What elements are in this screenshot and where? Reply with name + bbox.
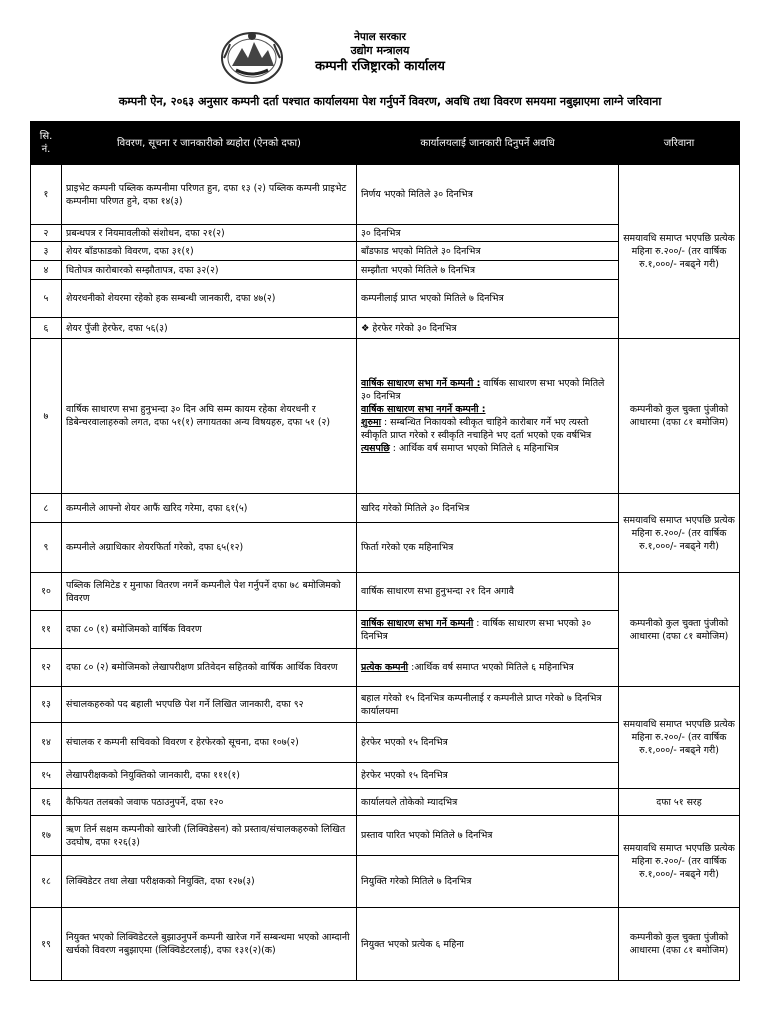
period-text: वार्षिक साधारण सभा भएको मितिले ३० दिनभित्र (361, 378, 605, 402)
row-sn: ११ (31, 611, 62, 649)
period-heading: त्यसपछि (361, 443, 390, 454)
header-fine: जरिवाना (619, 122, 740, 165)
row-sn: १८ (31, 856, 62, 908)
office-name: कम्पनी रजिष्ट्रारको कार्यालय (315, 59, 445, 74)
row-description: कम्पनीले अग्राधिकार शेयरफिर्ता गरेको, दफा ६५(१२) (62, 523, 357, 573)
row-description: शेयरधनीको शेयरमा रहेको हक सम्बन्धी जानकारी, दफा ४७(२) (62, 280, 357, 318)
period-text: :आर्थिक वर्ष समाप्त भएको मितिले ६ महिनाभित्र (408, 662, 574, 673)
row-period (357, 611, 619, 649)
row-description: ऋण तिर्न सक्षम कम्पनीको खारेजी (लिक्विडेसन) को प्रस्ताव/संचालकहरुको लिखित उदघोष, दफा १२६(३) (62, 816, 357, 856)
row-description: नियुक्त भएको लिक्विडेटरले बुझाउनुपर्ने कम्पनी खारेज गर्ने सम्बन्धमा भएको आम्दानी खर्चको विवरण नबुझाएमा (लिक्विडेटरलाई), दफा १३१(२)(क) (62, 908, 357, 981)
table-row (31, 165, 740, 225)
period-text: : आर्थिक वर्ष समाप्त भएको मितिले ६ महिनाभित्र (389, 443, 559, 454)
row-sn: ६ (31, 318, 62, 339)
row-period: ❖ हेरफेर गरेको ३० दिनभित्र (357, 318, 619, 339)
row-fine: समयावधि समाप्त भएपछि प्रत्येक महिना रु.२००/- (तर वार्षिक रु.१,०००/- नबढ्ने गरी) (619, 165, 740, 339)
period-text: : वार्षिक साधारण सभा भएको ३० दिनभित्र (361, 617, 592, 642)
row-sn: १५ (31, 763, 62, 789)
row-period: हेरफेर भएको १५ दिनभित्र (357, 723, 619, 763)
row-description: प्रबन्धपत्र र नियमावलीको संशोधन, दफा २१(२) (62, 225, 357, 242)
row-period: हेरफेर भएको १५ दिनभित्र (357, 763, 619, 789)
row-period: खरिद गरेको मितिले ३० दिनभित्र (357, 494, 619, 523)
row-sn: १४ (31, 723, 62, 763)
row-fine: कम्पनीको कुल चुक्ता पुंजीको आधारमा (दफा ८१ बमोजिम) (619, 908, 740, 981)
table-row (31, 494, 740, 523)
row-period (357, 339, 619, 494)
row-period: वार्षिक साधारण सभा हुनुभन्दा २१ दिन अगावै (357, 573, 619, 611)
header-period: कार्यालयलाई जानकारी दिनुपर्ने अवधि (357, 122, 619, 165)
row-period: प्रस्ताव पारित भएको मितिले ७ दिनभित्र (357, 816, 619, 856)
row-period: कार्यालयले तोकेको म्यादभित्र (357, 789, 619, 816)
govt-name: नेपाल सरकार (354, 31, 406, 43)
ministry-name: उद्योग मन्त्रालय (350, 44, 410, 57)
row-period: ३० दिनभित्र (357, 225, 619, 242)
row-sn: ३ (31, 242, 62, 261)
row-description: कैफियत तलबको जवाफ पठाउनुपर्ने, दफा १२० (62, 789, 357, 816)
row-description: लेखापरीक्षकको नियुक्तिको जानकारी, दफा १११(१) (62, 763, 357, 789)
row-period: बाँडफाड भएको मितिले ३० दिनभित्र (357, 242, 619, 261)
header-description: विवरण, सूचना र जानकारीको ब्यहोरा (ऐनको दफा) (62, 122, 357, 165)
row-fine: दफा ५१ सरह (619, 789, 740, 816)
row-description: दफा ८० (२) बमोजिमको लेखापरीक्षण प्रतिवेदन सहितको वार्षिक आर्थिक विवरण (62, 649, 357, 687)
row-sn: १२ (31, 649, 62, 687)
table-row (31, 908, 740, 981)
period-text: : सम्बन्धित निकायको स्वीकृत चाहिने कारोबार गर्ने भए त्यस्तो स्वीकृति प्राप्त गरेको र स्वीकृति नचाहिने भए दर्ता भएको एक वर्षभित्र (361, 417, 592, 441)
row-fine: समयावधि समाप्त भएपछि प्रत्येक महिना रु.२००/- (तर वार्षिक रु.१,०००/- नबढ्ने गरी) (619, 687, 740, 789)
row-sn: ९ (31, 523, 62, 573)
penalty-table (30, 121, 740, 981)
header-sn: सि. नं. (31, 122, 62, 165)
row-sn: ८ (31, 494, 62, 523)
row-description: प्राइभेट कम्पनी पब्लिक कम्पनीमा परिणत हुन, दफा १३ (२) पब्लिक कम्पनी प्राइभेट कम्पनीमा परिणत हुने, दफा १४(३) (62, 165, 357, 225)
row-description: शेयर पुँजी हेरफेर, दफा ५६(३) (62, 318, 357, 339)
row-description: संचालकहरुको पद बहाली भएपछि पेश गर्ने लिखित जानकारी, दफा ९२ (62, 687, 357, 723)
row-sn: १० (31, 573, 62, 611)
row-sn: ५ (31, 280, 62, 318)
row-description: पब्लिक लिमिटेड र मुनाफा वितरण नगर्ने कम्पनीले पेश गर्नुपर्ने दफा ७८ बमोजिमको विवरण (62, 573, 357, 611)
row-period: निर्णय भएको मितिले ३० दिनभित्र (357, 165, 619, 225)
table-row (31, 339, 740, 494)
row-description: दफा ८० (१) बमोजिमको वार्षिक विवरण (62, 611, 357, 649)
row-period: नियुक्ति गरेको मितिले ७ दिनभित्र (357, 856, 619, 908)
row-sn: ४ (31, 261, 62, 280)
row-sn: १९ (31, 908, 62, 981)
row-description: संचालक र कम्पनी सचिवको विवरण र हेरफेरको सूचना, दफा १०७(२) (62, 723, 357, 763)
row-description: लिक्विडेटर तथा लेखा परीक्षकको नियुक्ति, दफा १२७(३) (62, 856, 357, 908)
document-title: कम्पनी ऐन, २०६३ अनुसार कम्पनी दर्ता पश्चात कार्यालयमा पेश गर्नुपर्ने विवरण, अवधि तथा विवरण समयमा नबुझाएमा लाग्ने जरिवाना (118, 95, 662, 108)
period-heading: प्रत्येक कम्पनी (361, 662, 409, 673)
row-description: धितोपत्र कारोबारको सम्झौतापत्र, दफा ३२(२) (62, 261, 357, 280)
table-row (31, 789, 740, 816)
row-period: कम्पनीलाई प्राप्त भएको मितिले ७ दिनभित्र (357, 280, 619, 318)
row-fine: कम्पनीको कुल चुक्ता पुंजीको आधारमा (दफा ८१ बमोजिम) (619, 339, 740, 494)
row-sn: १ (31, 165, 62, 225)
period-heading: वार्षिक साधारण सभा गर्ने कम्पनी (361, 617, 474, 629)
period-heading: वार्षिक साधारण सभा गर्ने कम्पनी : (361, 378, 481, 389)
table-row (31, 687, 740, 723)
nepal-emblem-icon (220, 28, 284, 84)
row-sn: १६ (31, 789, 62, 816)
row-period: सम्झौता भएको मितिले ७ दिनभित्र (357, 261, 619, 280)
row-sn: ७ (31, 339, 62, 494)
period-heading: वार्षिक साधारण सभा नगर्ने कम्पनी : (361, 404, 486, 415)
table-row (31, 816, 740, 856)
period-heading: शुरुमा (361, 417, 382, 428)
row-period: नियुक्त भएको प्रत्येक ६ महिना (357, 908, 619, 981)
row-sn: १७ (31, 816, 62, 856)
row-description: वार्षिक साधारण सभा हुनुभन्दा ३० दिन अघि सम्म कायम रहेका शेयरधनी र डिबेन्चरवालाहरुको लगत, दफा ५१(१) लगायतका अन्य विषयहरु, दफा ५१ (२) (62, 339, 357, 494)
table-header-row (31, 122, 740, 165)
row-period: फिर्ता गरेको एक महिनाभित्र (357, 523, 619, 573)
table-row (31, 573, 740, 611)
row-sn: २ (31, 225, 62, 242)
row-fine: समयावधि समाप्त भएपछि प्रत्येक महिना रु.२००/- (तर वार्षिक रु.१,०००/- नबढ्ने गरी) (619, 494, 740, 573)
row-description: शेयर बाँडफाडको विवरण, दफा ३१(१) (62, 242, 357, 261)
row-fine: समयावधि समाप्त भएपछि प्रत्येक महिना रु.२००/- (तर वार्षिक रु.१,०००/- नबढ्ने गरी) (619, 816, 740, 908)
row-fine: कम्पनीको कुल चुक्ता पुंजीको आधारमा (दफा ८१ बमोजिम) (619, 573, 740, 687)
row-period (357, 649, 619, 687)
row-sn: १३ (31, 687, 62, 723)
document-header (0, 22, 768, 86)
row-period: बहाल गरेको १५ दिनभित्र कम्पनीलाई र कम्पनीले प्राप्त गरेको ७ दिनभित्र कार्यालयमा (357, 687, 619, 723)
row-description: कम्पनीले आफ्नो शेयर आफैं खरिद गरेमा, दफा ६१(५) (62, 494, 357, 523)
